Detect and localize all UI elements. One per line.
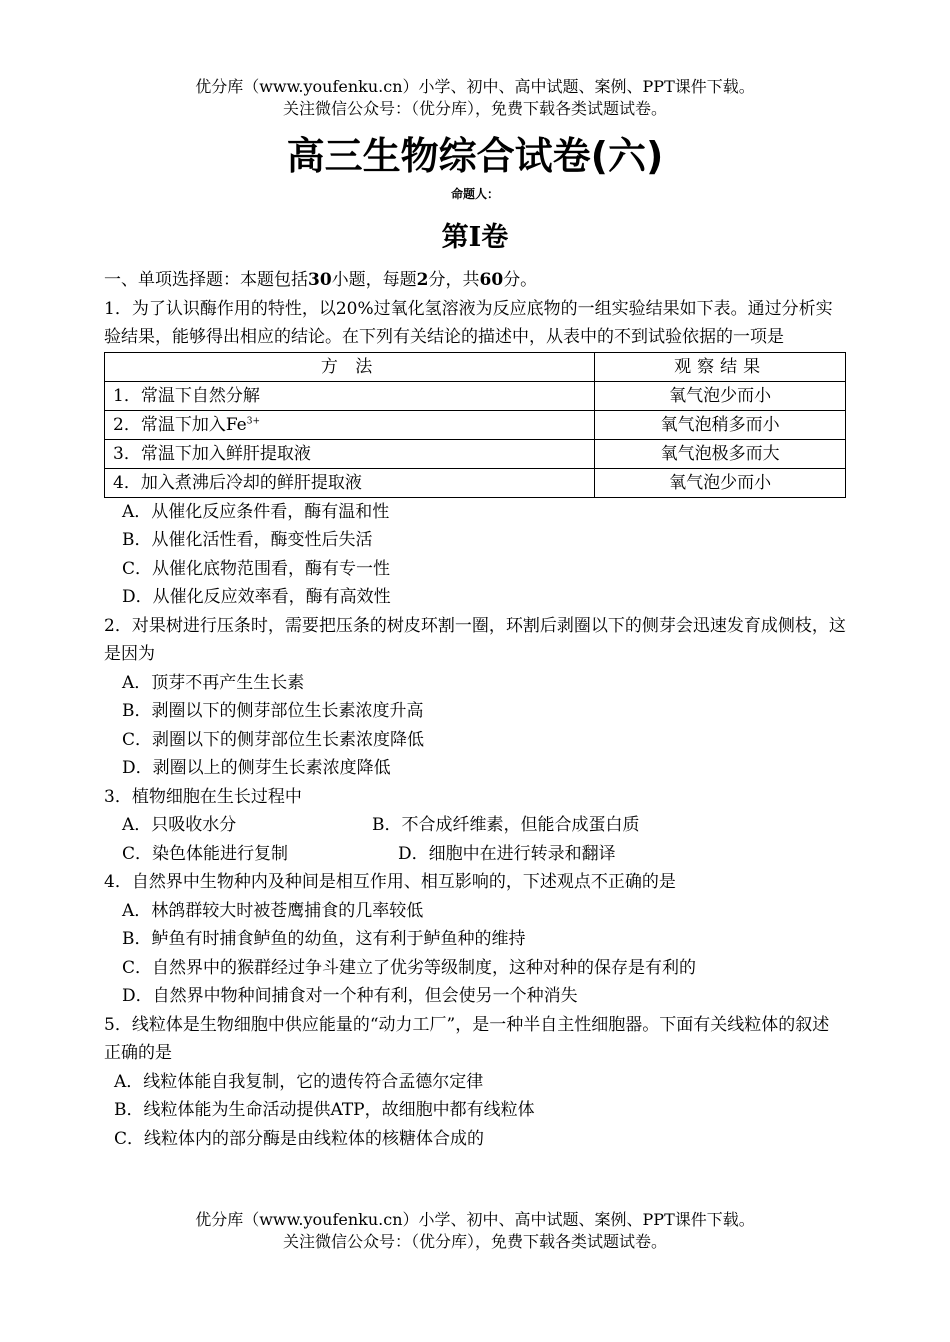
question-1-option-d: D．从催化反应效率看，酶有高效性 [122,587,391,607]
page-header [0,76,950,120]
question-5-option-b: B．线粒体能为生命活动提供ATP，故细胞中都有线粒体 [114,1100,535,1120]
total-points: 60 [479,270,504,290]
question-3-options-row-2 [104,840,846,869]
question-2-option-c: C．剥圈以下的侧芽部位生长素浓度降低 [122,729,425,750]
table-row [105,439,846,468]
table-cell-method-text: 2．常温下加入Fe [113,414,247,435]
question-2-option-a: A．顶芽不再产生生长素 [122,672,305,693]
question-4-option-a: A．林鸽群较大时被苍鹰捕食的几率较低 [122,900,424,921]
instruction-mid1: 小题，每题 [331,270,417,290]
question-5-option-a: A．线粒体能自我复制，它的遗传符合孟德尔定律 [114,1071,484,1092]
question-3-option-b: B．不合成纤维素，但能合成蛋白质 [372,815,640,835]
instruction-mid2: 分，共 [428,270,480,290]
question-3-option-d: D．细胞中在进行转录和翻译 [398,843,616,864]
question-3-stem: 3．植物细胞在生长过程中 [104,786,302,807]
table-cell-method [105,410,595,439]
question-2-option-b: B．剥圈以下的侧芽部位生长素浓度升高 [122,701,424,721]
table-header-result: 观察结果 [595,352,846,381]
question-4-option-c: C．自然界中的猴群经过争斗建立了优劣等级制度，这种对种的保存是有利的 [122,957,697,978]
table-cell-method: 4．加入煮沸后冷却的鲜肝提取液 [105,468,595,497]
instruction-post: 分。 [503,270,538,290]
table-cell-result: 氧气泡极多而大 [595,439,846,468]
question-5-option-c: C．线粒体内的部分酶是由线粒体的核糖体合成的 [114,1128,485,1149]
page-footer [0,1209,950,1253]
table-cell-method: 3．常温下加入鲜肝提取液 [105,439,595,468]
table-cell-result: 氧气泡少而小 [595,381,846,410]
ion-charge-superscript: 3+ [246,415,261,426]
table-cell-result: 氧气泡稍多而小 [595,410,846,439]
question-2-option-d: D．剥圈以上的侧芽生长素浓度降低 [122,758,391,778]
question-3-option-c: C．染色体能进行复制 [122,843,289,864]
question-3-option-a: A．只吸收水分 [122,815,237,835]
question-4-option-b: B．鲈鱼有时捕食鲈鱼的幼鱼，这有利于鲈鱼种的维持 [122,929,526,949]
question-2-stem: 2．对果树进行压条时，需要把压条的树皮环割一圈，环割后剥圈以下的侧芽会迅速发育成侧枝，这是因为 [104,615,846,664]
instruction-line [104,266,846,295]
question-1-option-a: A．从催化反应条件看，酶有温和性 [122,501,390,522]
table-row [105,468,846,497]
question-1-option-c: C．从催化底物范围看，酶有专一性 [122,558,391,579]
question-4-stem: 4．自然界中生物种内及种间是相互作用、相互影响的，下述观点不正确的是 [104,872,676,892]
experiment-table [104,352,846,498]
table-row [105,410,846,439]
question-1-stem: 1．为了认识酶作用的特性，以20%过氧化氢溶液为反应底物的一组实验结果如下表。通过分析实验结果，能够得出相应的结论。在下列有关结论的描述中，从表中的不到试验依据的一项是 [104,298,833,347]
page-title: 高三生物综合试卷(六) [286,134,664,178]
question-count: 30 [308,270,332,290]
table-header-row [105,352,846,381]
question-1-option-b: B．从催化活性看，酶变性后失活 [122,530,373,550]
table-row [105,381,846,410]
points-per-question: 2 [416,270,429,290]
table-header-method: 方 法 [105,352,595,381]
instruction-pre: 一、单项选择题：本题包括 [104,270,308,290]
question-4-option-d: D．自然界中物种间捕食对一个种有利，但会使另一个种消失 [122,986,578,1006]
exam-content [104,266,846,1153]
question-3-options-row-1 [104,811,846,840]
footer-line-2: 关注微信公众号：（优分库），免费下载各类试题试卷。 [282,1232,667,1251]
question-5-stem: 5．线粒体是生物细胞中供应能量的“动力工厂”，是一种半自主性细胞器。下面有关线粒体的叙述正确的是 [104,1014,830,1063]
author-line: 命题人： [450,187,499,201]
table-cell-method: 1．常温下自然分解 [105,381,595,410]
table-cell-result: 氧气泡少而小 [595,468,846,497]
footer-line-1: 优分库（www.youfenku.cn）小学、初中、高中试题、案例、PPT课件下载。 [195,1210,755,1229]
header-line-1: 优分库（www.youfenku.cn）小学、初中、高中试题、案例、PPT课件下载。 [195,77,755,96]
header-line-2: 关注微信公众号：（优分库），免费下载各类试题试卷。 [282,99,667,118]
section-title: 第Ⅰ卷 [441,222,509,253]
